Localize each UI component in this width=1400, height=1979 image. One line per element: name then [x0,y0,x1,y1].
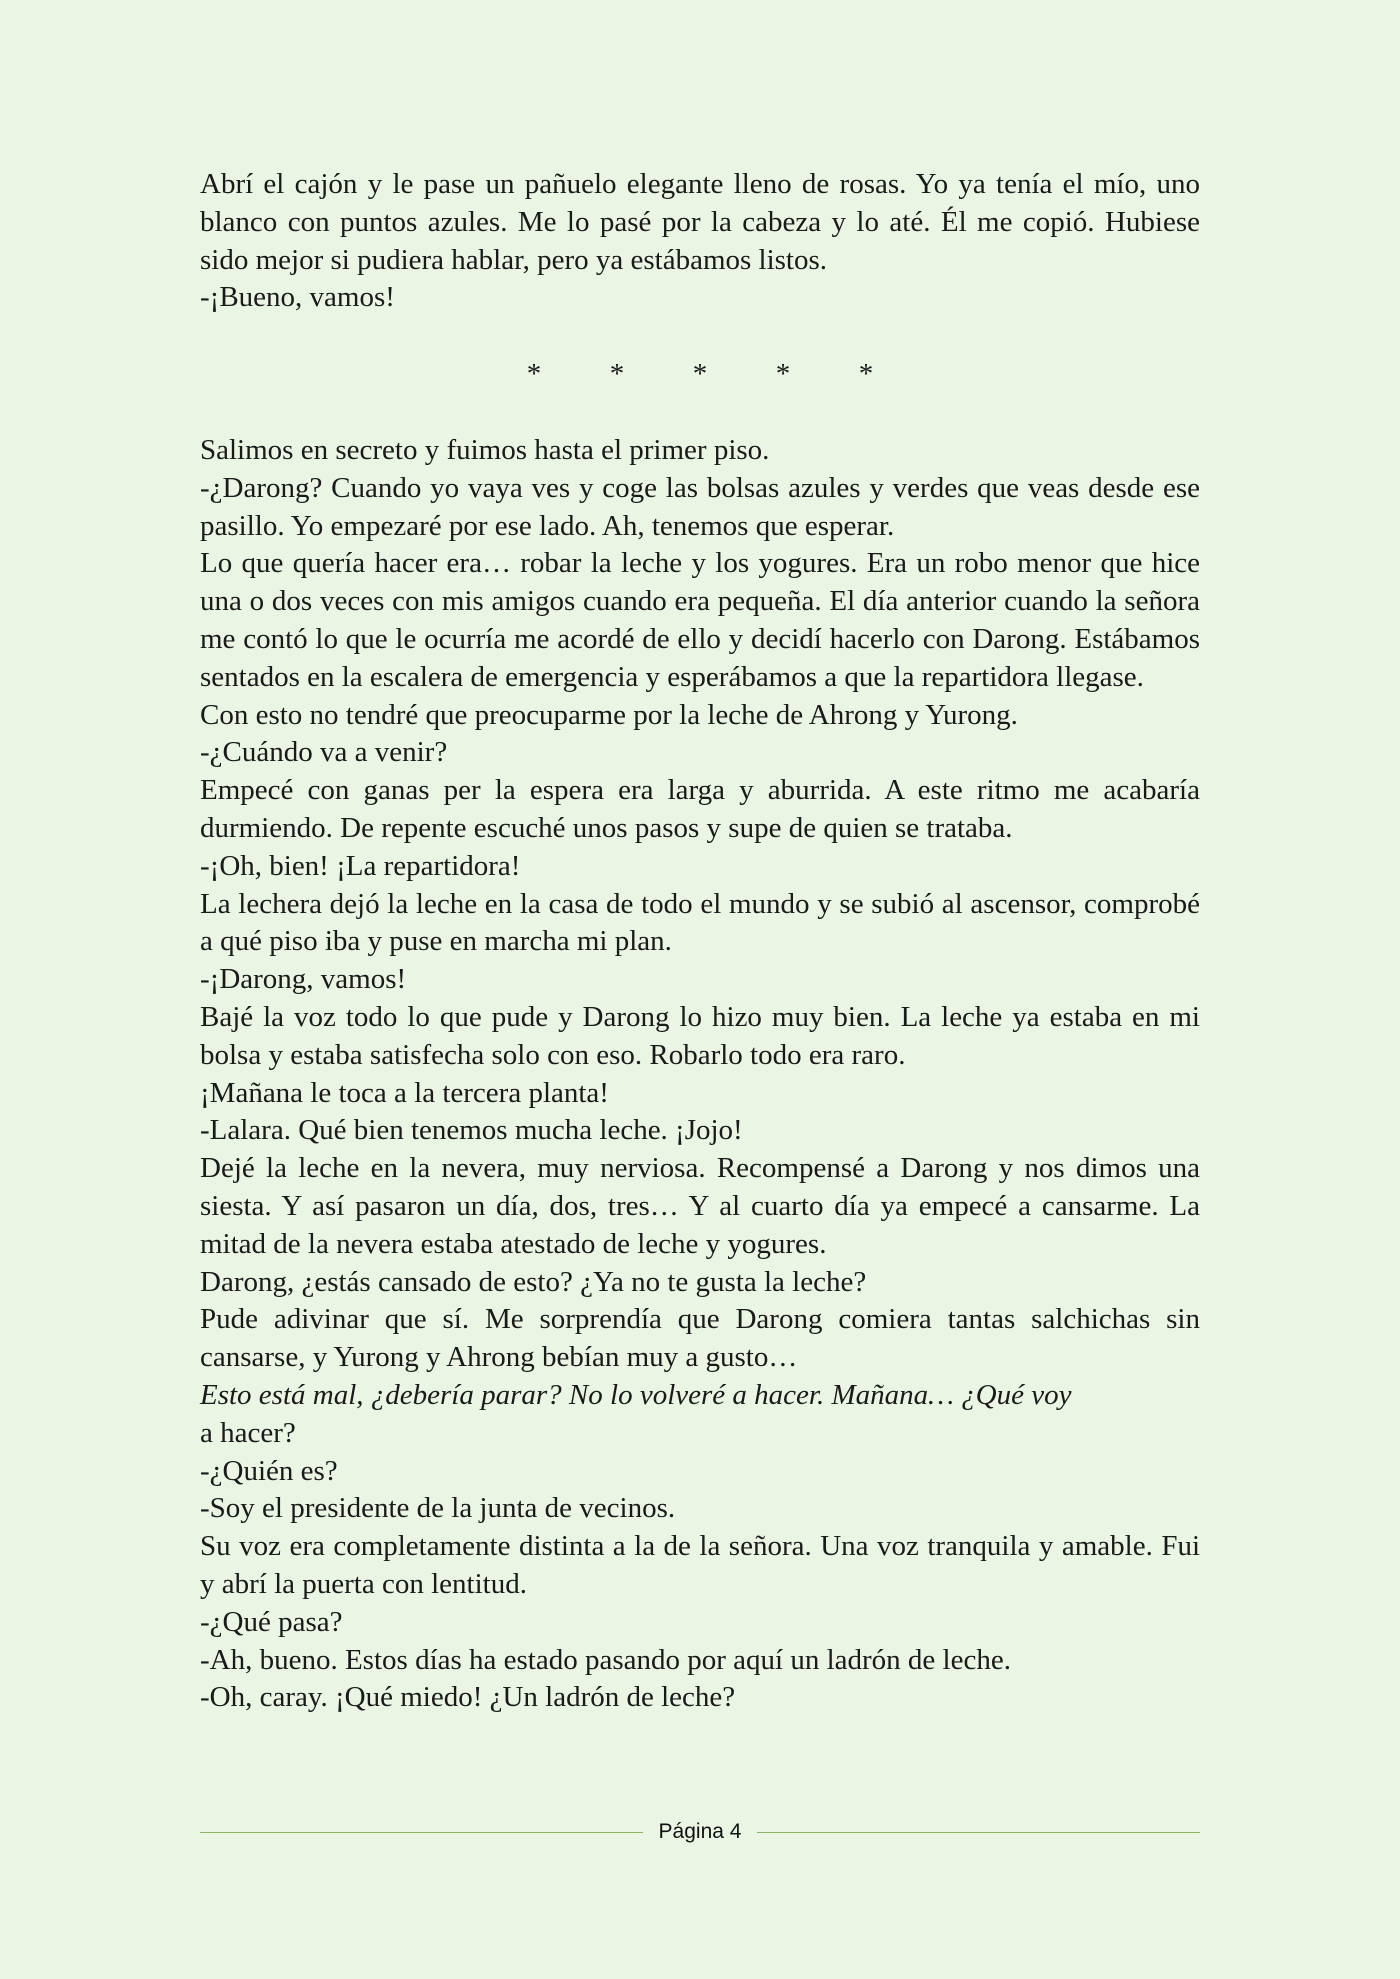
italic-thought-text: Esto está mal, ¿debería parar? No lo volveré a hacer. Mañana… ¿Qué voy [200,1378,1072,1411]
paragraph: Dejé la leche en la nevera, muy nerviosa. Recompensé a Darong y nos dimos una siesta. Y así pasaron un día, dos, tres… Y al cuarto día ya empecé a cansarme. La mitad de la nevera estaba atestado de leche y yogures. [200,1152,1200,1260]
separator-asterisk: * [858,358,874,390]
paragraph: Darong, ¿estás cansado de esto? ¿Ya no te gusta la leche? [200,1265,867,1298]
paragraph: Su voz era completamente distinta a la de la señora. Una voz tranquila y amable. Fui y abrí la puerta con lentitud. [200,1530,1200,1600]
footer-rule-left [200,1832,643,1833]
paragraph-continuation: a hacer? [200,1416,296,1449]
paragraph: -¿Qué pasa? [200,1605,343,1638]
paragraph: Con esto no tendré que preocuparme por la leche de Ahrong y Yurong. [200,698,1018,731]
separator-asterisk: * [775,358,791,390]
page-footer [200,1815,1200,1849]
paragraph: -Lalara. Qué bien tenemos mucha leche. ¡Jojo! [200,1114,743,1147]
separator-asterisk: * [692,358,708,390]
footer-rule-right [757,1832,1200,1833]
paragraph: -Oh, caray. ¡Qué miedo! ¿Un ladrón de leche? [200,1681,736,1714]
paragraph: Bajé la voz todo lo que pude y Darong lo hizo muy bien. La leche ya estaba en mi bolsa y estaba satisfecha solo con eso. Robarlo todo era raro. [200,1000,1200,1071]
intro-text-block [200,166,1200,317]
paragraph: Salimos en secreto y fuimos hasta el primer piso. [200,434,770,466]
separator-asterisk: * [526,358,542,390]
paragraph: ¡Mañana le toca a la tercera planta! [200,1076,609,1109]
paragraph: -¿Quién es? [200,1454,338,1487]
paragraph: Abrí el cajón y le pase un pañuelo elegante lleno de rosas. Yo ya tenía el mío, uno blanco con puntos azules. Me lo pasé por la cabeza y lo até. Él me copió. Hubiese sido mejor si pudiera hablar, pero ya estábamos listos. [200,168,1200,276]
paragraph: -¡Oh, bien! ¡La repartidora! [200,849,521,882]
paragraph: La lechera dejó la leche en la casa de todo el mundo y se subió al ascensor, comprobé a qué piso iba y puse en marcha mi plan. [200,887,1200,958]
paragraph: Empecé con ganas per la espera era larga y aburrida. A este ritmo me acabaría durmiendo. De repente escuché unos pasos y supe de quien se trataba. [200,774,1200,844]
paragraph: -Soy el presidente de la junta de vecinos. [200,1492,676,1525]
paragraph: -Ah, bueno. Estos días ha estado pasando por aquí un ladrón de leche. [200,1643,1011,1676]
separator-asterisk: * [609,358,625,390]
main-text-block [200,432,1200,1717]
paragraph: -¿Darong? Cuando yo vaya ves y coge las bolsas azules y verdes que veas desde ese pasillo. Yo empezaré por ese lado. Ah, tenemos que esperar. [200,471,1200,542]
italic-thought-paragraph [200,1377,1200,1453]
paragraph: -¿Cuándo va a venir? [200,736,448,769]
paragraph: -¡Darong, vamos! [200,963,407,996]
paragraph: -¡Bueno, vamos! [200,281,395,314]
paragraph: Lo que quería hacer era… robar la leche y los yogures. Era un robo menor que hice una o dos veces con mis amigos cuando era pequeña. El día anterior cuando la señora me contó lo que le ocurría me acordé de ello y decidí hacerlo con Darong. Estábamos sentados en la escalera de emergencia y esperábamos a que la repartidora llegase. [200,547,1200,693]
page-number-label: Página 4 [658,1820,742,1843]
section-separator [200,355,1200,393]
paragraph: Pude adivinar que sí. Me sorprendía que Darong comiera tantas salchichas sin cansarse, y Yurong y Ahrong bebían muy a gusto… [200,1303,1200,1374]
